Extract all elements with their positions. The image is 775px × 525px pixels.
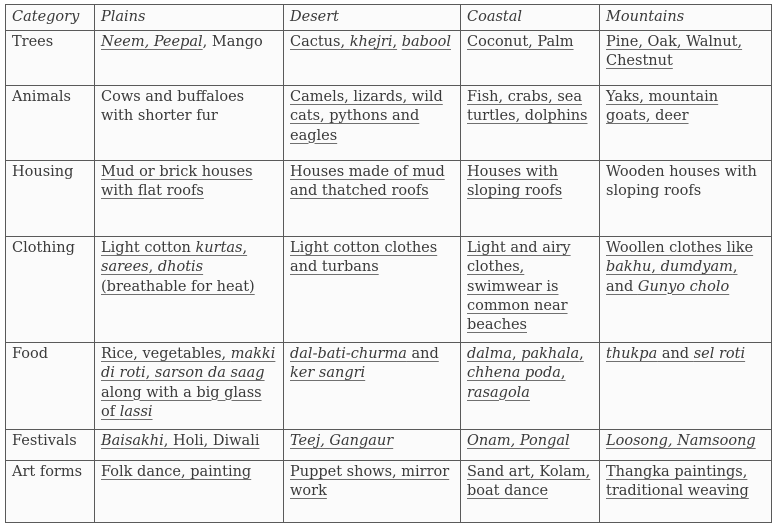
- cell-art-forms-plains: [95, 461, 284, 523]
- cell-text-run: ,: [242, 240, 248, 256]
- row-label-festivals: Festivals: [6, 430, 95, 461]
- cell-text-run: and: [657, 346, 694, 362]
- cell-text-run: Neem, Peepal: [101, 34, 203, 50]
- cell-art-forms-desert: [284, 461, 461, 523]
- table-row-animals: [6, 86, 772, 161]
- cell-clothing-plains: [95, 237, 284, 343]
- cell-art-forms-coastal: [461, 461, 600, 523]
- comparison-table-page: [5, 4, 771, 522]
- cell-art-forms-mountains: [600, 461, 772, 523]
- cell-housing-mountains: [600, 161, 772, 237]
- cell-text-run: dal-bati-churma: [290, 346, 407, 362]
- cell-text-run: ,: [392, 34, 398, 50]
- table-row-housing: [6, 161, 772, 237]
- cell-text-run: ,: [145, 365, 155, 382]
- header-coastal: Coastal: [461, 5, 600, 31]
- cell-text-run: dumdyam: [660, 259, 733, 276]
- cell-text-run: bakhu: [606, 259, 652, 276]
- cell-text-run: Coconut, Palm: [467, 34, 574, 50]
- cell-text-run: lassi: [119, 403, 153, 420]
- cell-text-run: dhotis: [157, 259, 204, 276]
- header-plains: Plains: [95, 5, 284, 31]
- cell-text-run: ker sangri: [290, 365, 366, 382]
- cell-festivals-mountains: [600, 430, 772, 461]
- comparison-table: [5, 4, 772, 523]
- cell-text-run: and: [406, 346, 439, 362]
- cell-text-run: Folk dance, painting: [101, 464, 252, 480]
- cell-text-run: Light and airy clothes, swimwear is common near beaches: [467, 240, 571, 334]
- cell-text-run: Onam, Pongal: [467, 433, 570, 449]
- cell-trees-coastal: [461, 31, 600, 86]
- cell-text-run: Houses made of mud and thatched roofs: [290, 164, 445, 200]
- cell-text-run: sarees: [101, 259, 149, 276]
- table-row-clothing: [6, 237, 772, 343]
- cell-text-run: chhena poda: [467, 365, 561, 382]
- cell-text-run: Teej, Gangaur: [290, 433, 394, 449]
- cell-festivals-coastal: [461, 430, 600, 461]
- header-row: [6, 5, 772, 31]
- cell-text-run: Pine, Oak, Walnut,: [606, 34, 743, 50]
- cell-text-run: Wooden houses with sloping roofs: [606, 164, 757, 200]
- cell-trees-mountains: [600, 31, 772, 86]
- cell-food-mountains: [600, 343, 772, 430]
- cell-text-run: dalma: [467, 346, 512, 362]
- cell-festivals-plains: [95, 430, 284, 461]
- cell-text-run: (breathable for heat): [101, 278, 255, 295]
- cell-text-run: Cows and buffaloes with shorter fur: [101, 89, 245, 125]
- cell-text-run: Rice, vegetables,: [101, 346, 231, 362]
- cell-text-run: Fish, crabs, sea turtles, dolphins: [467, 89, 588, 125]
- cell-text-run: makki di roti: [101, 346, 276, 382]
- cell-text-run: Loosong, Namsoong: [606, 433, 756, 449]
- cell-text-run: Thangka paintings, traditional weaving: [606, 464, 749, 500]
- cell-text-run: babool: [401, 34, 451, 50]
- row-label-clothing: Clothing: [6, 237, 95, 343]
- row-label-housing: Housing: [6, 161, 95, 237]
- cell-festivals-desert: [284, 430, 461, 461]
- cell-clothing-coastal: [461, 237, 600, 343]
- table-row-festivals: [6, 430, 772, 461]
- cell-text-run: along with a big glass of: [101, 384, 262, 420]
- cell-text-run: sarson da saag: [154, 365, 265, 382]
- cell-text-run: Cactus,: [290, 34, 350, 50]
- cell-text-run: ,: [560, 365, 566, 382]
- cell-text-run: ,: [651, 259, 661, 276]
- cell-food-plains: [95, 343, 284, 430]
- cell-animals-mountains: [600, 86, 772, 161]
- table-row-trees: [6, 31, 772, 86]
- cell-animals-desert: [284, 86, 461, 161]
- cell-housing-desert: [284, 161, 461, 237]
- cell-text-run: , Mango: [202, 34, 263, 50]
- row-label-art-forms: Art forms: [6, 461, 95, 523]
- cell-text-run: Mud or brick houses with flat roofs: [101, 164, 253, 200]
- cell-text-run: ,: [148, 259, 158, 276]
- table-row-food: [6, 343, 772, 430]
- cell-text-run: Yaks, mountain goats, deer: [606, 89, 719, 125]
- cell-text-run: Camels, lizards, wild cats, pythons and eagles: [290, 89, 443, 144]
- cell-text-run: Puppet shows, mirror work: [290, 464, 450, 500]
- cell-text-run: Light cotton clothes and turbans: [290, 240, 438, 276]
- cell-text-run: Gunyo cholo: [637, 278, 730, 295]
- cell-animals-coastal: [461, 86, 600, 161]
- cell-clothing-mountains: [600, 237, 772, 343]
- cell-trees-plains: [95, 31, 284, 86]
- cell-food-coastal: [461, 343, 600, 430]
- cell-text-run: rasagola: [467, 384, 530, 401]
- cell-clothing-desert: [284, 237, 461, 343]
- cell-text-run: , and: [606, 259, 738, 295]
- row-label-food: Food: [6, 343, 95, 430]
- cell-text-run: , Holi, Diwali: [163, 433, 260, 449]
- cell-text-run: thukpa: [606, 346, 658, 362]
- cell-text-run: Chestnut: [606, 53, 673, 70]
- header-category: Category: [6, 5, 95, 31]
- row-label-trees: Trees: [6, 31, 95, 86]
- header-mountains: Mountains: [600, 5, 772, 31]
- table-row-art-forms: [6, 461, 772, 523]
- cell-text-run: ,: [511, 346, 522, 362]
- cell-housing-plains: [95, 161, 284, 237]
- cell-text-run: ,: [579, 346, 584, 362]
- cell-text-run: Light cotton: [101, 240, 196, 256]
- row-label-animals: Animals: [6, 86, 95, 161]
- cell-housing-coastal: [461, 161, 600, 237]
- cell-text-run: khejri: [349, 34, 393, 50]
- cell-text-run: pakhala: [521, 346, 580, 362]
- cell-text-run: Woollen clothes like: [606, 240, 754, 256]
- cell-text-run: sel roti: [693, 346, 746, 362]
- cell-trees-desert: [284, 31, 461, 86]
- cell-food-desert: [284, 343, 461, 430]
- cell-text-run: Sand art, Kolam, boat dance: [467, 464, 591, 500]
- cell-text-run: Houses with sloping roofs: [467, 164, 563, 200]
- header-desert: Desert: [284, 5, 461, 31]
- cell-animals-plains: [95, 86, 284, 161]
- cell-text-run: Baisakhi: [101, 433, 164, 449]
- cell-text-run: kurtas: [195, 240, 243, 256]
